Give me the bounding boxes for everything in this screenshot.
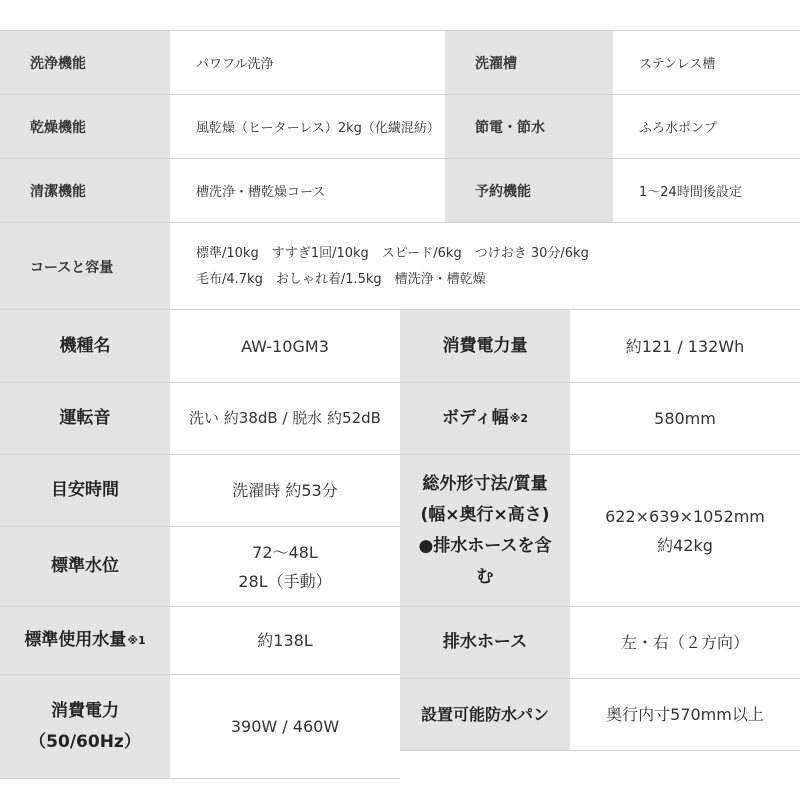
spec-row-washing — [0, 31, 800, 95]
washing-value: パワフル洗浄 — [170, 31, 442, 94]
spec-row-water-level — [0, 527, 400, 607]
washing-label: 洗浄機能 — [0, 31, 170, 94]
dimensions-value-2: 約42kg — [657, 535, 713, 555]
dimensions-label-1: 総外形寸法/質量 — [422, 473, 548, 494]
power-label-2: （50/60Hz） — [29, 731, 141, 752]
energy-value: 約121 / 132Wh — [570, 310, 800, 382]
spec-row-courses — [0, 223, 800, 310]
courses-label: コースと容量 — [0, 223, 170, 310]
model-value: AW-10GM3 — [170, 310, 400, 382]
cleaning-value: 槽洗浄・槽乾燥コース — [170, 159, 442, 222]
timer-label: 予約機能 — [445, 159, 613, 222]
dimensions-label — [400, 455, 570, 606]
timer-value: 1〜24時間後設定 — [613, 159, 800, 222]
spec-row-time — [0, 455, 400, 527]
lower-left-spec-table — [0, 309, 400, 779]
spec-row-pan — [400, 679, 800, 751]
dimensions-label-2: (幅×奥行×高さ) — [420, 504, 550, 525]
upper-spec-table — [0, 30, 800, 310]
saving-label: 節電・節水 — [445, 95, 613, 158]
water-level-value-2: 28L（手動） — [238, 571, 332, 591]
water-use-note: ※1 — [127, 634, 146, 647]
width-label-text: ボディ幅 — [442, 408, 509, 428]
dimensions-label-3: ●排水ホースを含 — [418, 535, 552, 556]
water-level-value-1: 72〜48L — [252, 542, 318, 562]
courses-line-2: 毛布/4.7kg おしゃれ着/1.5kg 槽洗浄・槽乾燥 — [196, 271, 486, 287]
saving-value: ふろ水ポンプ — [613, 95, 800, 158]
time-value: 洗濯時 約53分 — [170, 455, 400, 526]
spec-row-energy — [400, 310, 800, 383]
spec-row-model — [0, 310, 400, 383]
spec-row-drying — [0, 95, 800, 159]
drying-label: 乾燥機能 — [0, 95, 170, 158]
spec-row-power — [0, 675, 400, 779]
power-value: 390W / 460W — [170, 675, 400, 778]
width-value: 580mm — [570, 383, 800, 454]
spec-row-hose — [400, 607, 800, 679]
drying-value: 風乾燥（ヒーターレス）2kg（化繊混紡） — [170, 95, 442, 158]
time-label: 目安時間 — [0, 455, 170, 526]
noise-label: 運転音 — [0, 383, 170, 454]
spec-row-noise — [0, 383, 400, 455]
width-label — [400, 383, 570, 454]
dimensions-value — [570, 455, 800, 606]
model-label: 機種名 — [0, 310, 170, 382]
water-level-label: 標準水位 — [0, 527, 170, 606]
cleaning-label: 清潔機能 — [0, 159, 170, 222]
tub-value: ステンレス槽 — [613, 31, 800, 94]
water-level-value — [170, 527, 400, 606]
water-use-label — [0, 607, 170, 674]
lower-right-spec-table — [400, 309, 800, 751]
tub-label: 洗濯槽 — [445, 31, 613, 94]
hose-value: 左・右（２方向） — [570, 607, 800, 678]
noise-value: 洗い 約38dB / 脱水 約52dB — [170, 383, 400, 454]
spec-row-cleaning — [0, 159, 800, 223]
courses-value — [170, 223, 800, 310]
pan-value: 奥行内寸570mm以上 — [570, 679, 800, 750]
power-label-1: 消費電力 — [51, 700, 119, 721]
spec-row-width — [400, 383, 800, 455]
spec-row-dimensions — [400, 455, 800, 607]
dimensions-label-4: む — [476, 566, 494, 587]
dimensions-value-1: 622×639×1052mm — [605, 506, 765, 526]
energy-label: 消費電力量 — [400, 310, 570, 382]
power-label — [0, 675, 170, 778]
courses-line-1: 標準/10kg すすぎ1回/10kg スピード/6kg つけおき 30分/6kg — [196, 245, 589, 261]
water-use-value: 約138L — [170, 607, 400, 674]
spec-row-water-use — [0, 607, 400, 675]
pan-label: 設置可能防水パン — [400, 679, 570, 750]
hose-label: 排水ホース — [400, 607, 570, 678]
width-note: ※2 — [509, 412, 528, 425]
water-use-label-text: 標準使用水量 — [24, 630, 127, 650]
